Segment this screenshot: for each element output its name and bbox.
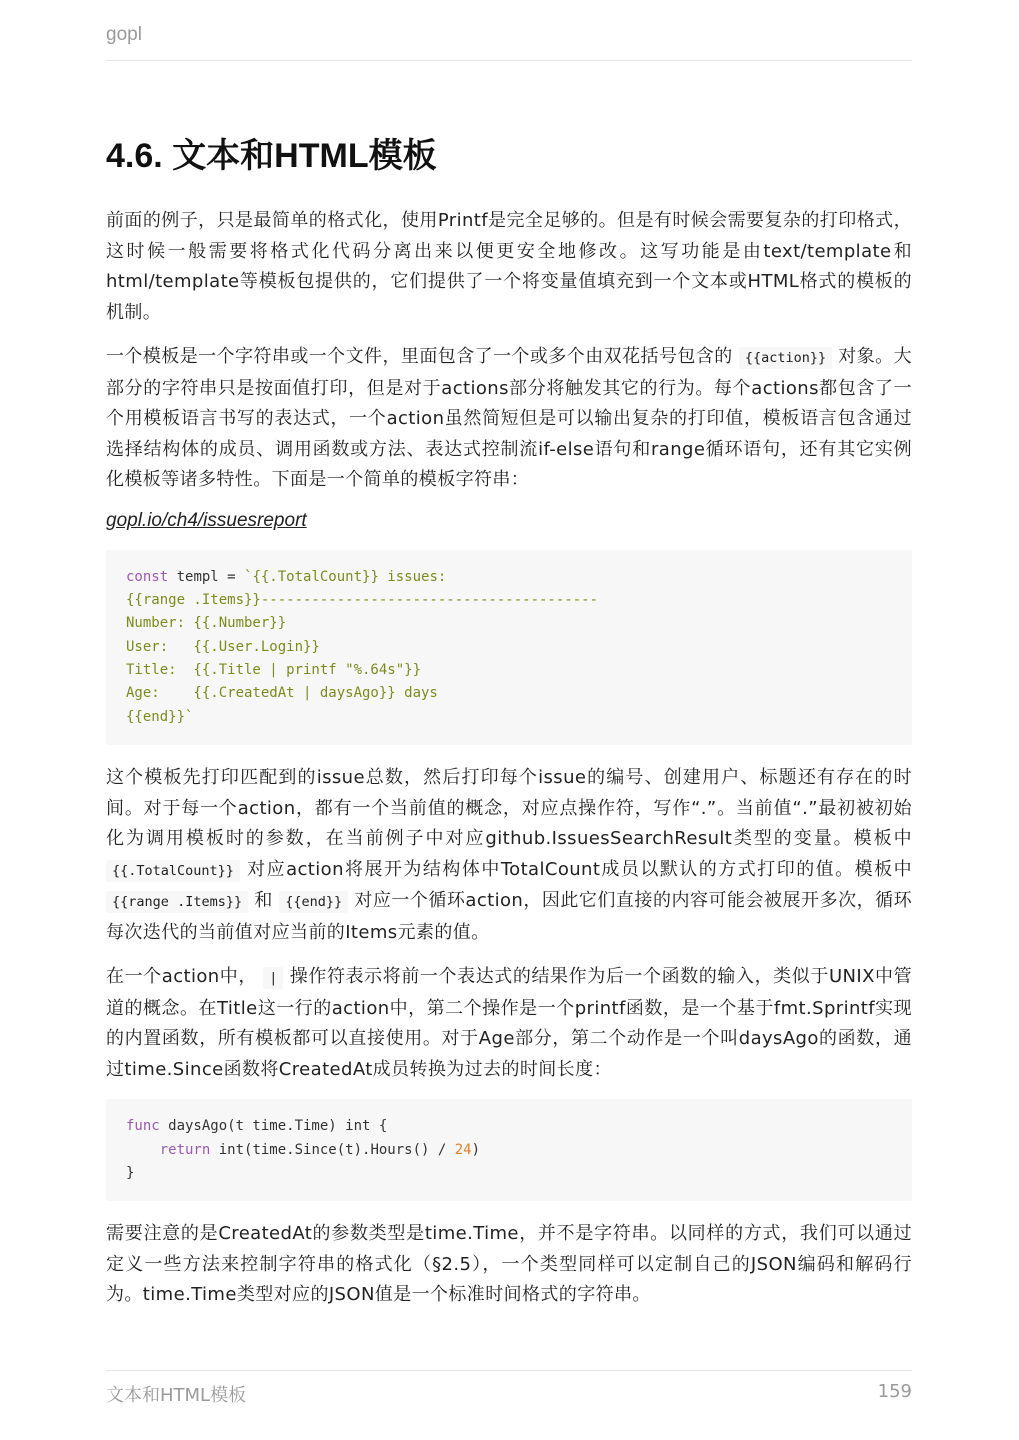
inline-code: {{action}} [739,347,832,369]
code-line: {{end}}` [126,708,194,725]
code-line: } [126,1165,135,1182]
page-content [106,206,912,1325]
code-keyword: func [126,1118,160,1135]
inline-code: {{.TotalCount}} [106,860,240,882]
text: 操作符表示将前一个表达式的结果作为后一个函数的输入，类似于UNIX中管道的概念。在Title这一行的action中，第二个操作是一个printf函数，是一个基于fmt.Sprintf实现的内置函数，所有模板都可以直接使用。对于Age部分，第二个动作是一个叫daysAgo的函数，通过time.Since函数将CreatedAt成员转换为过去的时间长度： [106,966,913,1080]
running-footer [106,1370,912,1407]
section-title [106,130,437,182]
source-link[interactable]: gopl.io/ch4/issuesreport [106,509,307,531]
code-number: 24 [454,1141,472,1158]
page-number: 159 [877,1381,912,1402]
code-line [126,566,892,589]
code-line: Number: {{.Number}} [126,615,287,632]
text: 对象。大部分的字符串只是按面值打印，但是对于actions部分将触发其它的行为。每个actions都包含了一个用模板语言书写的表达式，一个action虽然简短但是可以输出复杂的打印值，模板语言包含通过选择结构体的成员、调用函数或方法、表达式控制流if-else语句和range循环语句，还有其它实例化模板等诸多特性。下面是一个简单的模板字符串： [106,346,912,490]
code-line: Age: {{.CreatedAt | daysAgo}} days [126,685,438,702]
text: 和 [254,890,273,912]
code-block-daysago [106,1099,912,1201]
inline-code: {{range .Items}} [106,891,248,913]
running-header [106,24,912,61]
code-text: daysAgo(t time.Time) int { [159,1118,388,1135]
code-line: User: {{.User.Login}} [126,638,320,655]
code-line [126,1115,892,1138]
paragraph-pipe [106,962,912,1085]
paragraph-template-actions [106,342,912,496]
text: 对应action将展开为结构体中TotalCount成员以默认的方式打印的值。模板中 [247,858,912,880]
code-text: int(time.Since(t).Hours() / [210,1141,455,1158]
code-indent [126,1142,160,1158]
section-number: 4.6. [106,137,163,175]
text: 对应一个循环action，因此它们直接的内容可能会被展开多次，循环每次迭代的当前值对应当前的Items元素的值。 [106,890,913,943]
text: 这个模板先打印匹配到的issue总数，然后打印每个issue的编号、创建用户、标题还有存在的时间。对于每一个action，都有一个当前值的概念，对应点操作符，写作“.”。当前值“.”最初被初始化为调用模板时的参数，在当前例子中对应github.IssuesSearchResult类型的变量。模板中 [106,767,912,850]
section-title-text: 文本和HTML模板 [172,137,437,175]
code-keyword: const [126,568,169,585]
text: 一个模板是一个字符串或一个文件，里面包含了一个或多个由双花括号包含的 [106,346,733,367]
paragraph-template-explain [106,763,912,948]
paragraph-intro: 前面的例子，只是最简单的格式化，使用Printf是完全足够的。但是有时候会需要复杂的打印格式，这时候一般需要将格式化代码分离出来以便更安全地修改。这写功能是由text/template和html/template等模板包提供的，它们提供了一个将变量值填充到一个文本或HTML格式的模板的机制。 [106,210,912,323]
code-keyword: return [159,1141,211,1158]
code-line: Title: {{.Title | printf "%.64s"}} [126,662,422,679]
code-block-template [106,550,912,746]
inline-code: | [263,967,283,989]
paragraph-json: 需要注意的是CreatedAt的参数类型是time.Time，并不是字符串。以同样的方式，我们可以通过定义一些方法来控制字符串的格式化（§2.5），一个类型同样可以定制自己的JSON编码和解码行为。time.Time类型对应的JSON值是一个标准时间格式的字符串。 [106,1223,912,1306]
code-text: templ = [168,568,245,585]
code-line [126,1139,892,1162]
code-string: `{{.TotalCount}} issues: [244,568,447,585]
code-line: {{range .Items}}---------------------------------------- [126,591,599,608]
book-name: gopl [106,24,142,45]
text: 在一个action中， [106,966,257,988]
code-text: ) [471,1141,481,1158]
footer-section: 文本和HTML模板 [106,1385,247,1406]
inline-code: {{end}} [279,891,348,913]
